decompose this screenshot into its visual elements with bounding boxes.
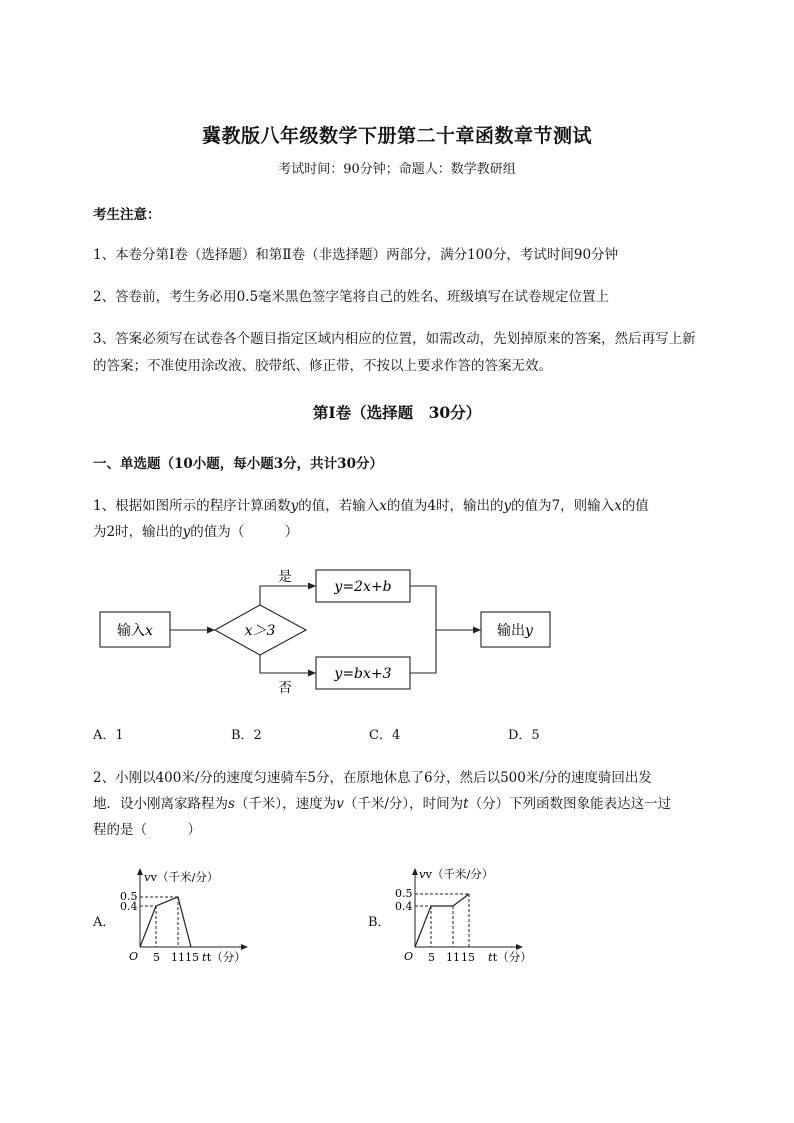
- q1-option-d[interactable]: D．5: [508, 728, 540, 743]
- q2-graph-b[interactable]: [385, 860, 535, 970]
- q2-option-b-label[interactable]: B．: [368, 915, 391, 930]
- v-axis-arrow: [137, 868, 143, 875]
- notice-item-3-line-2: 的答案；不准使用涂改液、胶带纸、修正带，不按以上要求作答的答案无效。: [93, 358, 552, 374]
- q2-option-a-label[interactable]: A．: [93, 915, 116, 930]
- part-heading: 一、单选题（10小题，每小题3分，共计30分）: [93, 456, 383, 472]
- section-title: 第I卷（选择题 30分）: [312, 403, 482, 422]
- t-axis-label: tt（分）: [202, 950, 246, 964]
- y-tick-04: 0.4: [395, 900, 413, 913]
- q2-stem-line-2: 地．设小刚离家路程为s（千米），速度为v（千米/分），时间为t（分）下列函数图象能表达这一过: [93, 796, 672, 812]
- origin-label: O: [129, 950, 139, 963]
- t-axis-label: tt（分）: [488, 950, 532, 964]
- arrow-to-output: [473, 627, 481, 634]
- condition-label: x＞3: [244, 623, 276, 639]
- page-subtitle: 考试时间：90分钟；命题人：数学教研组: [278, 162, 516, 177]
- yes-label: 是: [278, 569, 292, 585]
- y-tick-05: 0.5: [120, 890, 138, 903]
- q1-option-c[interactable]: C．4: [369, 728, 401, 743]
- q2-graph-a[interactable]: [110, 860, 260, 970]
- q1-option-b[interactable]: B．2: [231, 728, 262, 743]
- no-formula: y=bx+3: [334, 666, 392, 682]
- y-tick-05: 0.5: [395, 887, 413, 900]
- x-tick-11: 11: [171, 951, 185, 964]
- x-tick-5: 5: [153, 951, 160, 964]
- origin-label: O: [404, 950, 414, 963]
- q1-stem-line-2: 为2时，输出的y的值为（ ）: [93, 524, 299, 540]
- no-label: 否: [278, 680, 292, 696]
- q2-stem-line-1: 2、小刚以400米/分的速度匀速骑车5分，在原地休息了6分，然后以500米/分的速度骑回出发: [93, 770, 652, 786]
- x-tick-5: 5: [428, 951, 435, 964]
- q1-stem-line-1: 1、根据如图所示的程序计算函数y的值，若输入x的值为4时，输出的y的值为7，则输入x的值: [93, 498, 649, 514]
- arrow-to-condition: [207, 627, 215, 634]
- yes-formula: y=2x+b: [334, 579, 392, 595]
- q1-flowchart: [90, 560, 560, 700]
- v-axis-label: vv（千米/分）: [144, 870, 219, 884]
- x-tick-15: 15: [185, 951, 199, 964]
- notice-item-3-line-1: 3、答案必须写在试卷各个题目指定区域内相应的位置，如需改动，先划掉原来的答案，然后再写上新: [93, 331, 696, 347]
- output-label: 输出y: [497, 623, 533, 639]
- q2-stem-line-3: 程的是（ ）: [93, 822, 201, 838]
- graph-b-line: [415, 894, 469, 947]
- input-label: 输入x: [117, 623, 153, 639]
- notice-heading: 考生注意：: [93, 207, 161, 223]
- v-axis-label: vv（千米/分）: [419, 867, 494, 881]
- x-tick-11: 11: [446, 951, 460, 964]
- v-axis-arrow: [412, 868, 418, 875]
- notice-item-2: 2、答卷前，考生务必用0.5毫米黑色签字笔将自己的姓名、班级填写在试卷规定位置上: [93, 289, 610, 305]
- graph-a-line: [140, 897, 191, 947]
- arrow-to-no-box: [308, 670, 316, 677]
- x-tick-15: 15: [461, 951, 475, 964]
- q1-option-a[interactable]: A．1: [93, 728, 124, 743]
- arrow-to-yes-box: [308, 583, 316, 590]
- page-title: 冀教版八年级数学下册第二十章函数章节测试: [201, 125, 592, 147]
- notice-item-1: 1、本卷分第I卷（选择题）和第Ⅱ卷（非选择题）两部分，满分100分，考试时间90分钟: [93, 247, 619, 263]
- y-tick-04: 0.4: [120, 900, 138, 913]
